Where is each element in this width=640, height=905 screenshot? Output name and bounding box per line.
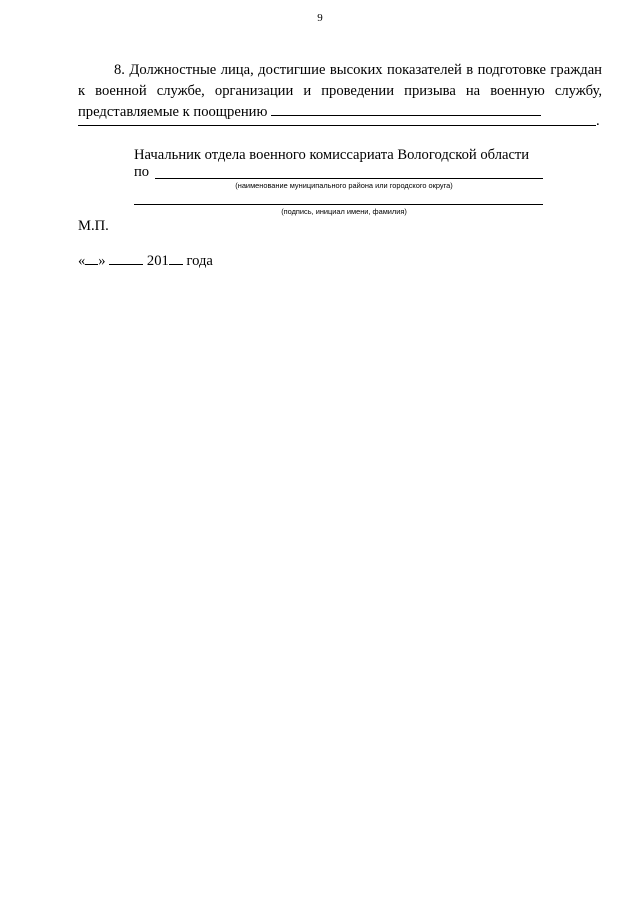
- stamp-label: М.П.: [78, 218, 109, 234]
- year-prefix: 201: [146, 253, 169, 269]
- paragraph-8: [78, 60, 602, 123]
- date-close-quote: »: [98, 253, 106, 269]
- year-blank: [169, 252, 183, 265]
- end-mark: .: [596, 113, 600, 129]
- date-line: [78, 252, 213, 270]
- blank-line-1: [271, 103, 541, 116]
- month-blank: [109, 252, 143, 265]
- paragraph-text: 8. Должностные лица, достигшие высоких показателей в подготовке граждан к военной службе, организации и проведении призыва на военную службу, представляемые к поощрению: [78, 62, 602, 120]
- signature-line: [134, 204, 543, 205]
- head-title: Начальник отдела военного комиссариата Вологодской области: [134, 147, 530, 163]
- blank-line-2: [78, 124, 596, 126]
- day-blank: [85, 252, 98, 265]
- date-open-quote: «: [78, 253, 86, 269]
- po-prefix: по: [134, 164, 150, 180]
- page-number: 9: [317, 12, 323, 24]
- year-suffix: года: [186, 253, 213, 269]
- district-line: [155, 178, 543, 179]
- caption-district: (наименование муниципального района или городского округа): [235, 181, 453, 190]
- caption-signature: (подпись, инициал имени, фамилия): [281, 207, 407, 216]
